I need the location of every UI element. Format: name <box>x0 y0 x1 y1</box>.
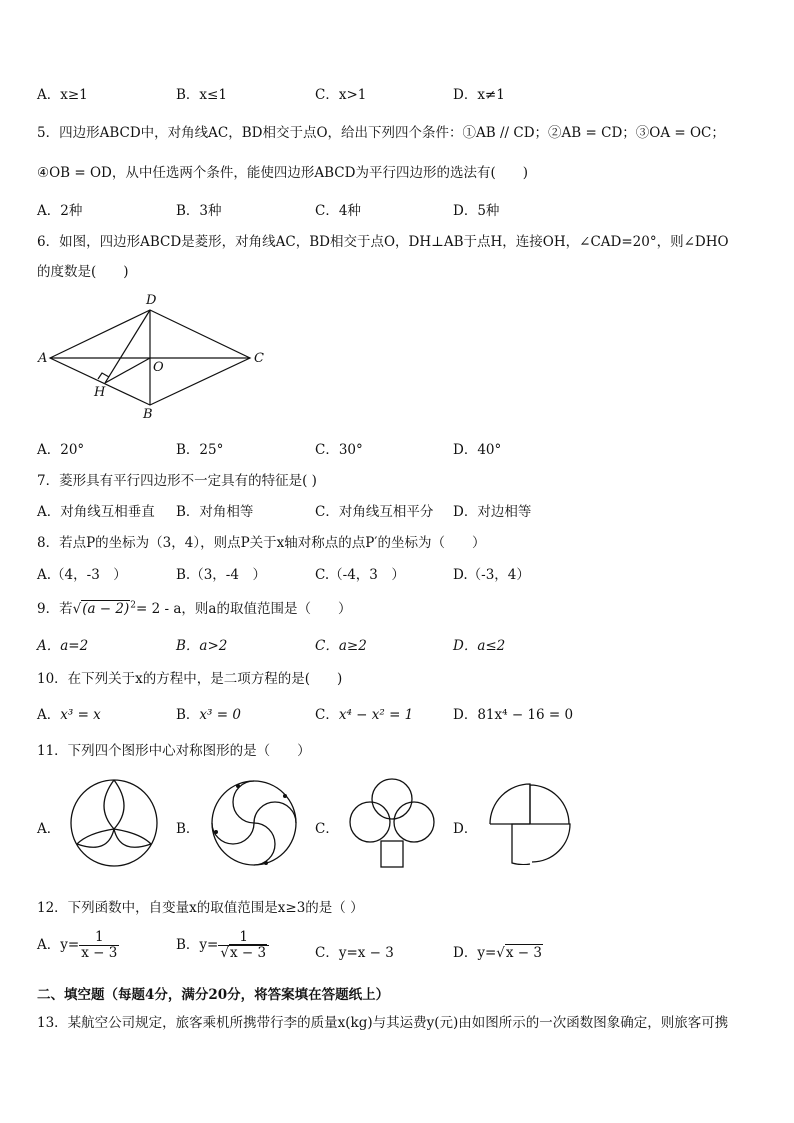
q4-option-b: B．x≤1 <box>176 87 227 103</box>
q9-option-d: D．a≤2 <box>453 638 506 654</box>
q9-option-c: C．a≥2 <box>315 638 367 654</box>
q7-option-a: A．对角线互相垂直 <box>37 504 155 520</box>
q10-c-eq: x⁴ − x² = 1 <box>338 707 414 723</box>
q5-option-c: C．4种 <box>315 203 361 219</box>
q12-d-label: D．y= <box>453 945 497 961</box>
q10-b-label: B． <box>176 707 200 723</box>
label-c: C <box>254 351 264 366</box>
figure-c-tree-circles <box>346 777 438 869</box>
q6-option-d: D．40° <box>453 442 502 458</box>
q9-stem: 9．若$√(a - 2)^2= 2 - a$，则a的取值范围是（ ） <box>37 600 352 617</box>
q9-option-a: A．a=2 <box>37 638 89 654</box>
q13-stem: 13．某航空公司规定，旅客乘机所携带行李的质量x(kg)与其运费y(元)由如图所示的一次函数图象确定，则旅客可携 <box>37 1015 729 1031</box>
q10-d-label: D． <box>453 707 478 723</box>
q10-option-b <box>176 703 241 723</box>
q11-stem: 11．下列四个图形中心对称图形的是（ ） <box>37 743 311 759</box>
q6-stem-line1: 6．如图，四边形ABCD是菱形，对角线AC，BD相交于点O，DH⊥AB于点H，连接OH，∠CAD=20°，则∠DHO <box>37 234 729 250</box>
q9-stem-pre: 9．若 <box>37 601 73 617</box>
label-a: A <box>38 351 48 366</box>
q6-stem-line2: 的度数是( ) <box>37 264 129 280</box>
q12-option-d: D．y=√x − 3 <box>453 945 542 961</box>
q12-d-rad: x − 3 <box>505 945 542 961</box>
q11-option-c-label: C． <box>315 821 339 837</box>
q12-a-num: 1 <box>94 929 104 945</box>
q12-b-label: B．y= <box>176 936 219 953</box>
q10-option-d <box>453 703 573 723</box>
q12-b-den: x − 3 <box>229 944 267 961</box>
figure-d-pinwheel <box>488 783 574 865</box>
q10-a-label: A． <box>37 707 61 723</box>
section-fill-in-heading: 二、填空题（每题4分，满分20分，将答案填在答题纸上） <box>37 987 390 1003</box>
q10-stem: 10．在下列关于x的方程中，是二项方程的是( ) <box>37 671 343 687</box>
label-h: H <box>94 385 106 400</box>
q5-option-d: D．5种 <box>453 203 500 219</box>
q8-option-c: C.（-4，3 ） <box>315 567 405 583</box>
q10-d-eq: 81x⁴ − 16 = 0 <box>477 707 574 723</box>
q11-option-b-label: B． <box>176 821 200 837</box>
q10-option-a <box>37 703 101 723</box>
q5-option-a: A．2种 <box>37 203 83 219</box>
label-b: B <box>143 407 153 422</box>
label-d: D <box>146 293 157 308</box>
q4-option-a: A．x≥1 <box>37 87 88 103</box>
q7-option-c: C．对角线互相平分 <box>315 504 434 520</box>
q7-option-d: D．对边相等 <box>453 504 532 520</box>
q5-stem-line2: ④OB = OD，从中任选两个条件，能使四边形ABCD为平行四边形的选法有( ) <box>37 165 528 181</box>
q11-option-a-label: A． <box>37 821 61 837</box>
q12-a-label: A．y= <box>37 936 80 953</box>
q12-option-c: C．y=x − 3 <box>315 945 394 961</box>
q10-option-c <box>315 703 413 723</box>
q10-b-eq: x³ = 0 <box>199 707 241 723</box>
q7-stem: 7．菱形具有平行四边形不一定具有的特征是( ) <box>37 473 317 489</box>
q12-a-den: x − 3 <box>81 944 118 961</box>
q4-option-d: D．x≠1 <box>453 87 505 103</box>
q10-c-label: C． <box>315 707 339 723</box>
q6-option-b: B．25° <box>176 442 224 458</box>
q12-stem: 12．下列函数中，自变量x的取值范围是x≥3的是（ ） <box>37 900 364 916</box>
q9-radicand: (a − 2) <box>82 601 130 617</box>
q12-option-b: B．y= $\frac{1}{√x - 3}$ <box>176 930 269 961</box>
rhombus-figure <box>30 290 270 425</box>
q6-option-a: A．20° <box>37 442 85 458</box>
q7-option-b: B．对角相等 <box>176 504 254 520</box>
q8-option-a: A.（4，-3 ） <box>37 567 127 583</box>
q5-stem-line1: 5．四边形ABCD中，对角线AC，BD相交于点O，给出下列四个条件：①AB // CD；②AB = CD；③OA = OC； <box>37 125 725 141</box>
q8-option-b: B.（3，-4 ） <box>176 567 266 583</box>
figure-a-three-petal-circle <box>68 777 160 869</box>
q12-b-num: 1 <box>239 929 249 945</box>
q12-option-a <box>37 930 119 961</box>
q6-option-c: C．30° <box>315 442 363 458</box>
segment-oh <box>105 358 150 383</box>
q11-option-d-label: D． <box>453 821 478 837</box>
figure-b-swirl-circle <box>208 777 300 869</box>
q4-option-c: C．x>1 <box>315 87 367 103</box>
q9-stem-post: = 2 - a，则a的取值范围是（ ） <box>136 601 352 617</box>
q8-stem: 8．若点P的坐标为（3，4），则点P关于x轴对称点的点P′的坐标为（ ） <box>37 535 486 551</box>
q10-a-eq: x³ = x <box>60 707 101 723</box>
label-o: O <box>153 360 164 375</box>
q5-option-b: B．3种 <box>176 203 222 219</box>
q9-option-b: B．a>2 <box>176 638 228 654</box>
q8-option-d: D.（-3，4） <box>453 567 530 583</box>
